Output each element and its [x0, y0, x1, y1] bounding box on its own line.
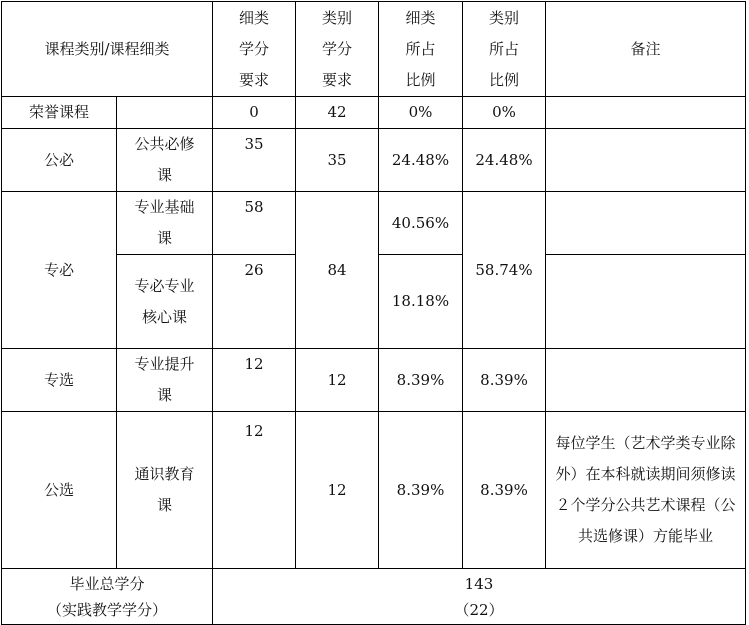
remark-cell	[546, 192, 746, 255]
cat-credit-cell: 35	[296, 129, 379, 192]
header-cat-ratio: 类别 所占 比例	[463, 2, 546, 97]
cat-ratio-cell: 58.74%	[463, 192, 546, 349]
subcategory-cell: 公共必修课	[117, 129, 213, 192]
cat-credit-cell: 84	[296, 192, 379, 349]
category-cell: 公选	[2, 412, 117, 569]
table-row-honor	[2, 97, 746, 129]
remark-cell	[546, 349, 746, 412]
cat-credit-cell: 12	[296, 349, 379, 412]
remark-cell	[546, 255, 746, 349]
remark-cell	[546, 129, 746, 192]
sub-ratio-cell: 0%	[379, 97, 463, 129]
sub-ratio-cell: 40.56%	[379, 192, 463, 255]
table-row-major-required-basic	[2, 192, 746, 255]
subcategory-cell: 通识教育课	[117, 412, 213, 569]
header-remark: 备注	[546, 2, 746, 97]
sub-credit-cell: 26	[213, 255, 296, 349]
table-row-total	[2, 569, 746, 625]
cat-ratio-cell: 24.48%	[463, 129, 546, 192]
header-sub-credit-req: 细类 学分 要求	[213, 2, 296, 97]
header-sub-ratio: 细类 所占 比例	[379, 2, 463, 97]
total-label: 毕业总学分 （实践教学学分）	[2, 569, 213, 625]
cat-ratio-cell: 0%	[463, 97, 546, 129]
cat-credit-cell: 12	[296, 412, 379, 569]
table-row-public-required	[2, 129, 746, 192]
cat-ratio-cell: 8.39%	[463, 412, 546, 569]
subcategory-cell: 专业基础课	[117, 192, 213, 255]
sub-credit-cell: 0	[213, 97, 296, 129]
total-value: 143 （22）	[213, 569, 746, 625]
header-row	[2, 2, 746, 97]
credit-requirements-table	[1, 1, 746, 625]
cat-credit-cell: 42	[296, 97, 379, 129]
table-row-public-elective	[2, 412, 746, 569]
sub-ratio-cell: 24.48%	[379, 129, 463, 192]
remark-cell	[546, 97, 746, 129]
sub-credit-cell: 35	[213, 129, 296, 192]
cat-ratio-cell: 8.39%	[463, 349, 546, 412]
table-row-major-elective	[2, 349, 746, 412]
sub-ratio-cell: 18.18%	[379, 255, 463, 349]
sub-ratio-cell: 8.39%	[379, 412, 463, 569]
category-cell: 荣誉课程	[2, 97, 117, 129]
category-cell: 专必	[2, 192, 117, 349]
remark-cell: 每位学生（艺术学类专业除外）在本科就读期间须修读２个学分公共艺术课程（公共选修课）方能毕业	[546, 412, 746, 569]
sub-credit-cell: 12	[213, 412, 296, 569]
sub-ratio-cell: 8.39%	[379, 349, 463, 412]
category-cell: 公必	[2, 129, 117, 192]
subcategory-cell: 专业提升课	[117, 349, 213, 412]
sub-credit-cell: 58	[213, 192, 296, 255]
subcategory-cell: 专必专业核心课	[117, 255, 213, 349]
sub-credit-cell: 12	[213, 349, 296, 412]
header-category: 课程类别/课程细类	[2, 2, 213, 97]
subcategory-cell	[117, 97, 213, 129]
header-cat-credit-req: 类别 学分 要求	[296, 2, 379, 97]
category-cell: 专选	[2, 349, 117, 412]
